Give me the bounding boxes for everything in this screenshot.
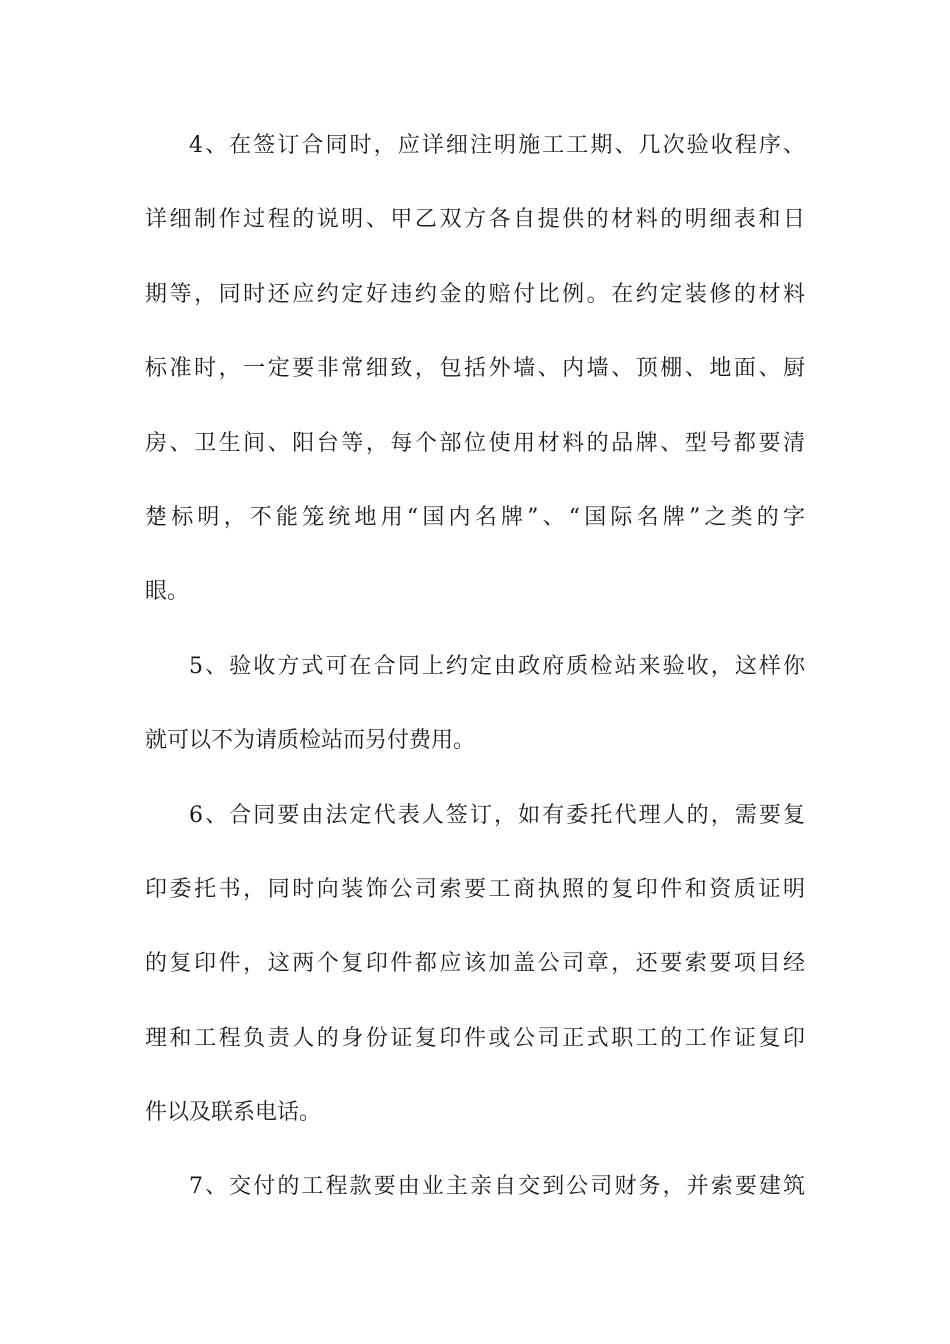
text-line: 期等，同时还应约定好违约金的赔付比例。在约定装修的材料	[145, 281, 805, 307]
text-line: 4、在签订合同时，应详细注明施工工期、几次验收程序、	[189, 133, 805, 158]
text-line: 标准时，一定要非常细致，包括外墙、内墙、顶棚、地面、厨	[145, 356, 805, 382]
text-line: 7、交付的工程款要由业主亲自交到公司财务，并索要建筑	[189, 1174, 805, 1200]
text-line: 详细制作过程的说明、甲乙双方各自提供的材料的明细表和日	[145, 207, 805, 233]
text-line: 就可以不为请质检站而另付费用。	[145, 728, 476, 754]
text-line: 理和工程负责人的身份证复印件或公司正式职工的工作证复印	[145, 1025, 805, 1051]
document-body	[145, 126, 805, 1242]
text-line: 房、卫生间、阳台等，每个部位使用材料的品牌、型号都要清	[145, 430, 805, 456]
text-line: 6、合同要由法定代表人签订，如有委托代理人的，需要复	[189, 802, 805, 828]
text-line: 楚标明，不能笼统地用“国内名牌”、“国际名牌”之类的字	[145, 504, 805, 530]
text-line: 的复印件，这两个复印件都应该加盖公司章，还要索要项目经	[145, 951, 805, 977]
text-line: 眼。	[145, 579, 190, 605]
text-line: 件以及联系电话。	[145, 1100, 322, 1126]
text-line: 印委托书，同时向装饰公司索要工商执照的复印件和资质证明	[145, 876, 805, 902]
text-line: 5、验收方式可在合同上约定由政府质检站来验收，这样你	[189, 653, 805, 679]
